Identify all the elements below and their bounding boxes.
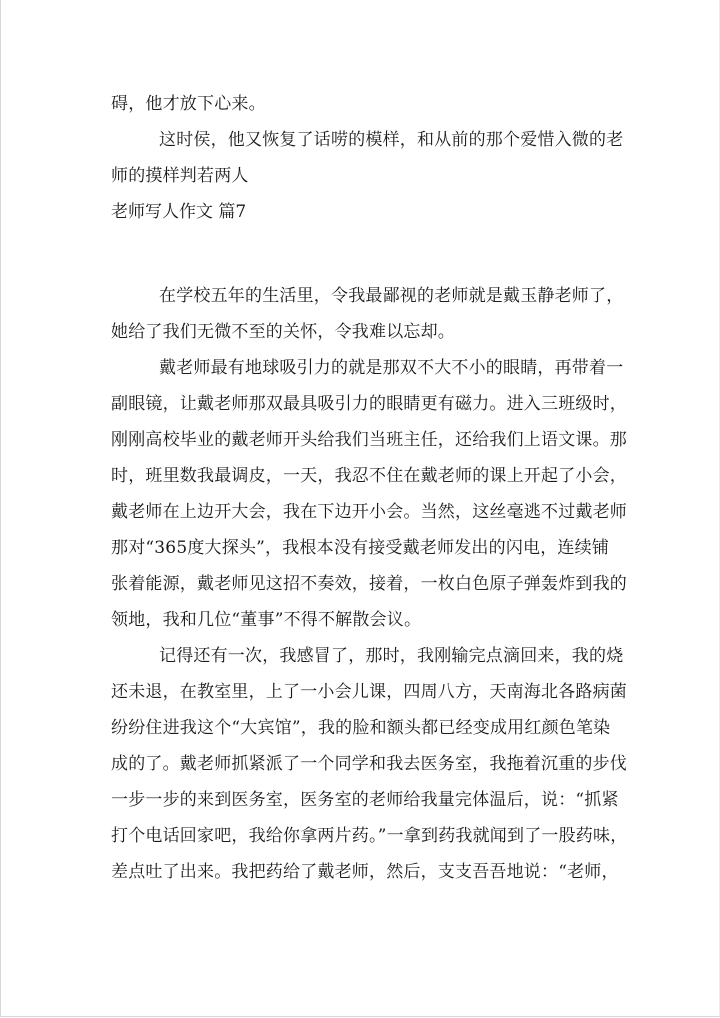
- text-line: 成的了。戴老师抓紧派了一个同学和我去医务室，我拖着沉重的步伐: [111, 754, 627, 774]
- text-line: 时，班里数我最调皮，一天，我忍不住在戴老师的课上开起了小会，: [111, 466, 627, 486]
- text-line: 副眼镜，让戴老师那双最具吸引力的眼睛更有磁力。进入三班级时，: [111, 394, 627, 414]
- text-line: 师的摸样判若两人: [111, 166, 249, 186]
- text-line: 那对“365度大探头”，我根本没有接受戴老师发出的闪电，连续铺: [111, 538, 610, 558]
- text-line: 记得还有一次，我感冒了，那时，我刚输完点滴回来，我的烧: [159, 646, 624, 666]
- text-line: 一步一步的来到医务室，医务室的老师给我量完体温后，说：“抓紧: [111, 790, 619, 810]
- paragraph: [111, 638, 628, 890]
- paragraph: [111, 278, 624, 350]
- text-line: 还未退，在教室里，上了一小会儿课，四周八方，天南海北各路病菌: [111, 682, 627, 702]
- text-line: 纷纷住进我这个“大宾馆”，我的脸和额头都已经变成用红颜色笔染: [111, 718, 611, 738]
- text-line: 差点吐了出来。我把药给了戴老师，然后，支支吾吾地说：“老师，: [111, 862, 619, 882]
- text-line: 领地，我和几位“董事”不得不解散会议。: [111, 610, 422, 630]
- paragraph: [111, 350, 627, 638]
- text-line: 戴老师在上边开大会，我在下边开小会。当然，这丝毫逃不过戴老师: [111, 502, 627, 522]
- text-line: 她给了我们无微不至的关怀，令我难以忘却。: [111, 322, 455, 342]
- text-line: 戴老师最有地球吸引力的就是那双不大不小的眼睛，再带着一: [159, 358, 624, 378]
- text-line: 在学校五年的生活里，令我最鄙视的老师就是戴玉静老师了，: [159, 286, 624, 306]
- text-line: 张着能源，戴老师见这招不奏效，接着，一枚白色原子弹轰炸到我的: [111, 574, 627, 594]
- section-gap: [111, 230, 616, 278]
- text-line: 这时侯，他又恢复了话唠的模样，和从前的那个爱惜入微的老: [159, 130, 624, 150]
- document-body: [111, 86, 628, 890]
- text-line: 打个电话回家吧，我给你拿两片药。”一拿到药我就闻到了一股药味，: [111, 826, 628, 846]
- text-line: 碍，他才放下心来。: [111, 94, 266, 114]
- section-title: 老师写人作文 篇7: [111, 202, 247, 222]
- text-line: 刚刚高校毕业的戴老师开头给我们当班主任，还给我们上语文课。那: [111, 430, 627, 450]
